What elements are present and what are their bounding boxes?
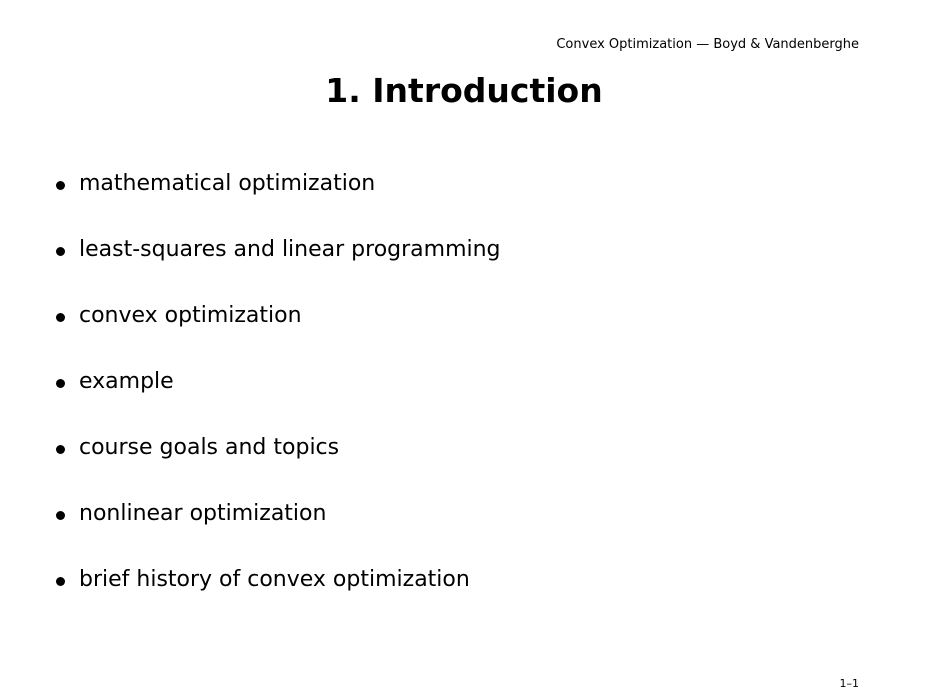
list-item [50, 562, 501, 628]
bullet-icon [56, 313, 65, 322]
bullet-icon [56, 577, 65, 586]
list-item [50, 298, 501, 364]
bullet-icon [56, 181, 65, 190]
list-item-text: course goals and topics [79, 435, 340, 460]
slide-title: 1. Introduction [325, 71, 603, 110]
list-item [50, 496, 501, 562]
list-item-text: convex optimization [79, 303, 302, 328]
list-item [50, 364, 501, 430]
list-item [50, 430, 501, 496]
list-item-text: brief history of convex optimization [79, 567, 470, 592]
list-item-text: least-squares and linear programming [79, 237, 501, 262]
bullet-icon [56, 379, 65, 388]
bullet-icon [56, 445, 65, 454]
page-number: 1–1 [839, 677, 859, 690]
running-header: Convex Optimization — Boyd & Vandenberghe [556, 37, 859, 52]
bullet-icon [56, 511, 65, 520]
list-item-text: mathematical optimization [79, 171, 376, 196]
list-item [50, 232, 501, 298]
bullet-list [50, 166, 501, 628]
list-item [50, 166, 501, 232]
bullet-icon [56, 247, 65, 256]
list-item-text: example [79, 369, 174, 394]
list-item-text: nonlinear optimization [79, 501, 327, 526]
